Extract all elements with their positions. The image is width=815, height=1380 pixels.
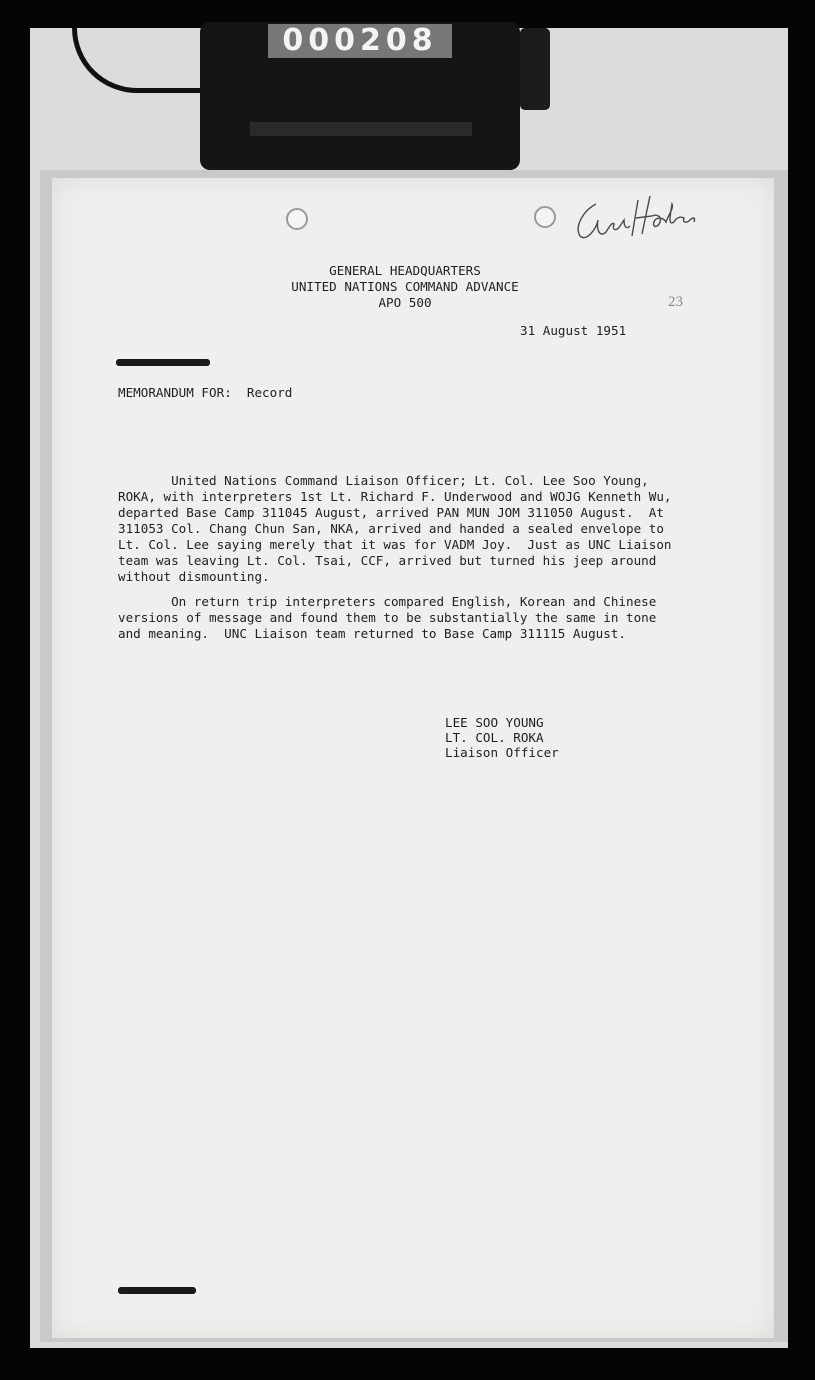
memo-page xyxy=(52,178,774,1338)
header-line-3: APO 500 xyxy=(378,295,432,310)
paragraph-line: Lt. Col. Lee saying merely that it was for VADM Joy. Just as UNC Liaison xyxy=(118,537,672,552)
counter-slot xyxy=(250,122,472,136)
signer-title: Liaison Officer xyxy=(445,745,559,760)
paragraph-line: without dismounting. xyxy=(118,569,270,584)
paragraph-line: versions of message and found them to be substantially the same in tone xyxy=(118,610,657,625)
punch-hole-right xyxy=(534,206,556,228)
paragraph-line: ROKA, with interpreters 1st Lt. Richard F. Underwood and WOJG Kenneth Wu, xyxy=(118,489,672,504)
counter-knob xyxy=(520,28,550,110)
paragraph-line: United Nations Command Liaison Officer; Lt. Col. Lee Soo Young, xyxy=(118,473,649,488)
header-line-2: UNITED NATIONS COMMAND ADVANCE xyxy=(291,279,519,294)
punch-hole-left xyxy=(286,208,308,230)
handwritten-note xyxy=(566,186,716,256)
paragraph-line: and meaning. UNC Liaison team returned to Base Camp 311115 August. xyxy=(118,626,626,641)
paragraph-line: departed Base Camp 311045 August, arrived PAN MUN JOM 311050 August. At xyxy=(118,505,664,520)
redaction-mark-bottom xyxy=(118,1287,196,1294)
memo-for-line: MEMORANDUM FOR: Record xyxy=(118,385,293,400)
signer-rank: LT. COL. ROKA xyxy=(445,730,544,745)
page-number: 23 xyxy=(668,294,683,310)
header-line-1: GENERAL HEADQUARTERS xyxy=(329,263,481,278)
paragraph-line: team was leaving Lt. Col. Tsai, CCF, arrived but turned his jeep around xyxy=(118,553,657,568)
redaction-mark-top xyxy=(116,359,210,366)
paragraph-line: 311053 Col. Chang Chun San, NKA, arrived and handed a sealed envelope to xyxy=(118,521,664,536)
signer-name: LEE SOO YOUNG xyxy=(445,715,544,730)
paragraph-line: On return trip interpreters compared English, Korean and Chinese xyxy=(118,594,657,609)
memo-date: 31 August 1951 xyxy=(520,323,627,338)
frame-counter-digits: 000208 xyxy=(268,24,452,58)
